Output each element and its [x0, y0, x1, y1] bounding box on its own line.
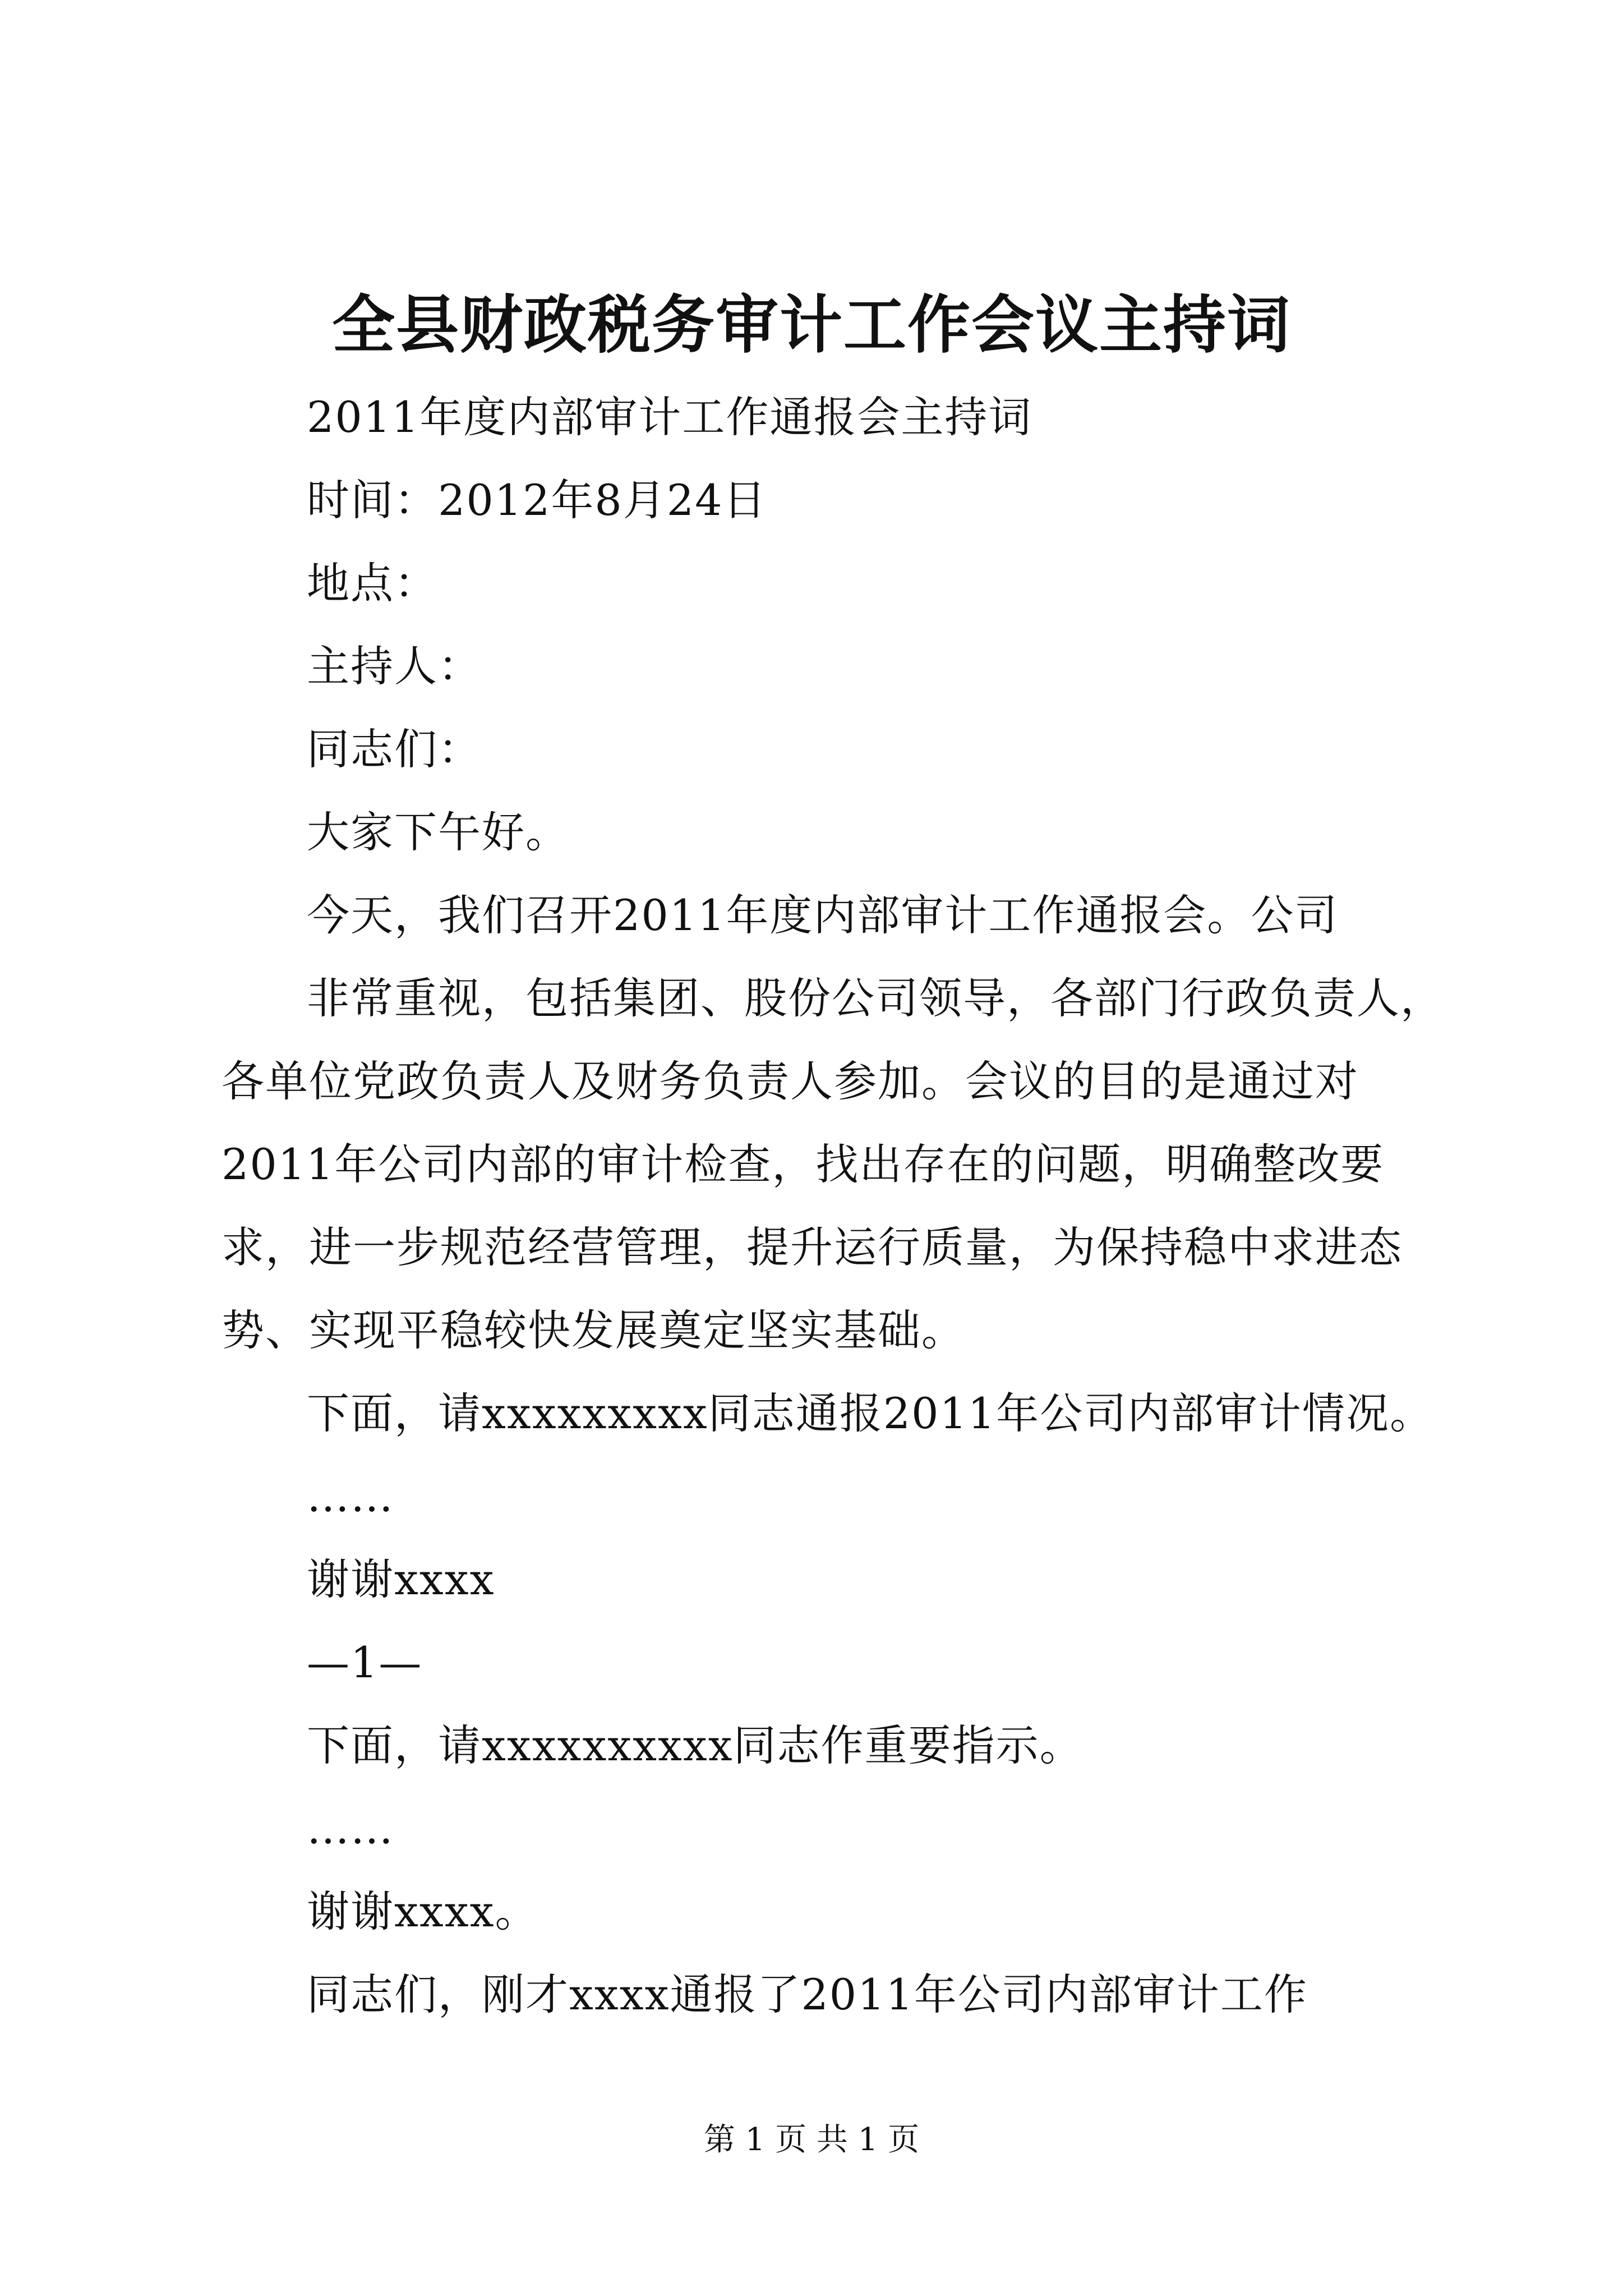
paragraph: 2011年度内部审计工作通报会主持词	[307, 392, 1032, 442]
page-footer: 第 1 页 共 1 页	[703, 2122, 920, 2158]
document-body	[222, 376, 1444, 2036]
paragraph: 时间：2012年8月24日	[307, 475, 767, 525]
paragraph: 主持人：	[307, 641, 482, 691]
paragraph: 下面，请xxxxxxxxx同志通报2011年公司内部审计情况。	[307, 1388, 1434, 1438]
paragraph: 今天，我们召开2011年度内部审计工作通报会。公司	[307, 890, 1339, 940]
paragraph: 同志们：	[307, 724, 482, 774]
paragraph: 谢谢xxxx。	[307, 1887, 539, 1936]
paragraph: 同志们，刚才xxxx通报了2011年公司内部审计工作	[307, 1970, 1308, 2019]
paragraph: 地点：	[307, 558, 438, 608]
document-title: 全县财政税务审计工作会议主持词	[332, 288, 1291, 362]
paragraph: 大家下午好。	[307, 807, 569, 857]
paragraph: ……	[307, 1803, 394, 1853]
paragraph: ……	[307, 1471, 394, 1521]
paragraph: 非常重视，包括集团、股份公司领导，各部门行政负责人，各单位党政负责人及财务负责人参加。会议的目的是通过对2011年公司内部的审计检查，找出存在的问题，明确整改要求，进一步规范经营管理，提升运行质量，为保持稳中求进态势、实现平稳较快发展奠定坚实基础。	[222, 973, 1444, 1355]
paragraph: 下面，请xxxxxxxxxx同志作重要指示。	[307, 1720, 1083, 1770]
paragraph: 谢谢xxxx	[307, 1554, 495, 1604]
paragraph: —1—	[307, 1637, 423, 1687]
